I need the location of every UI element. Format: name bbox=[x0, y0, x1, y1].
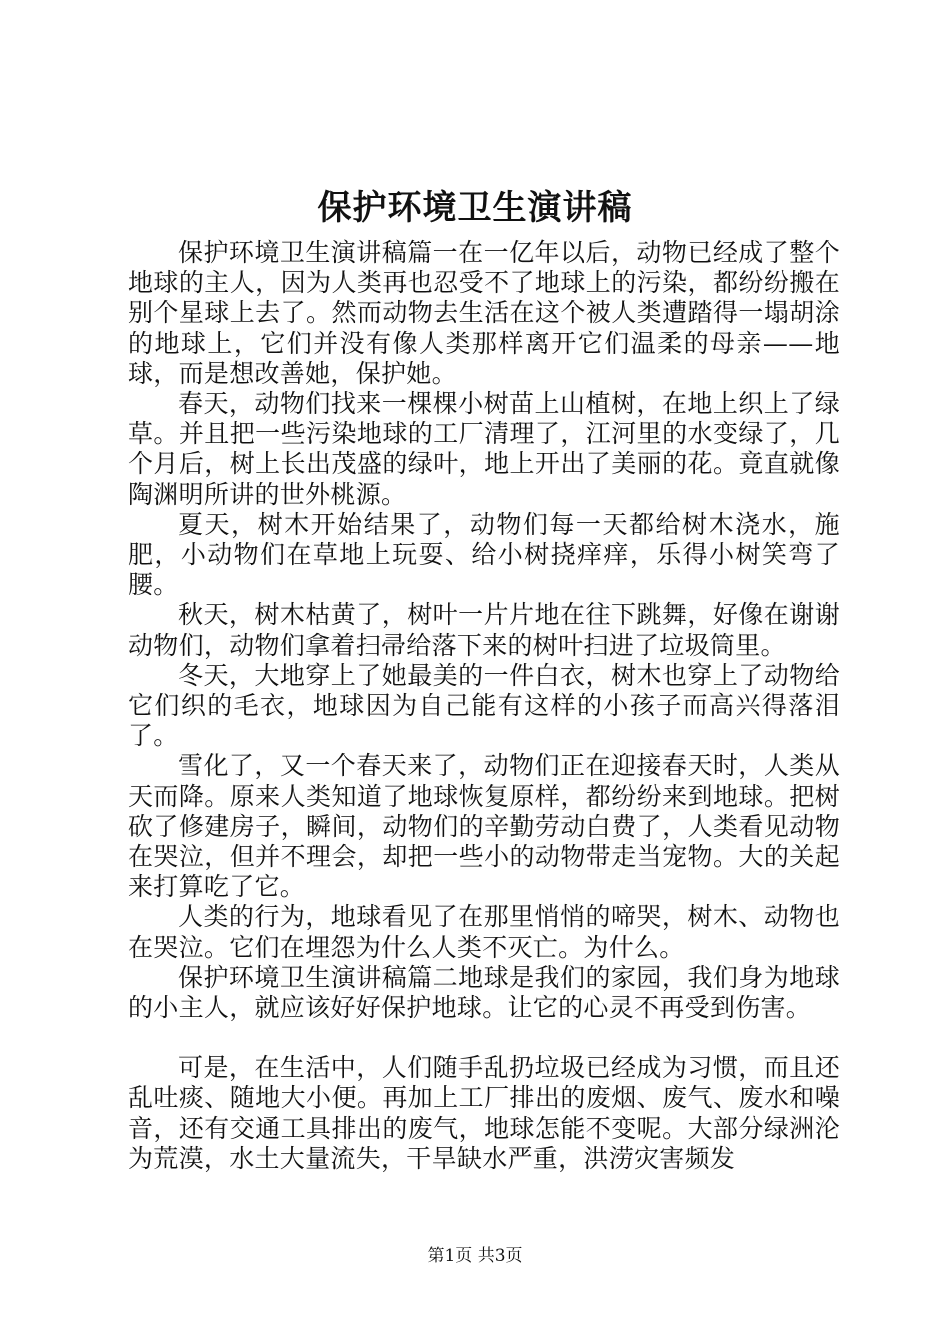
paragraph: 雪化了，又一个春天来了，动物们正在迎接春天时，人类从天而降。原来人类知道了地球恢复原样，都纷纷来到地球。把树砍了修建房子，瞬间，动物们的辛勤劳动白费了，人类看见动物在哭泣，但并不理会，却把一些小的动物带走当宠物。大的关起来打算吃了它。 bbox=[128, 751, 840, 902]
document-body bbox=[128, 238, 840, 1174]
paragraph: 人类的行为，地球看见了在那里悄悄的啼哭，树木、动物也在哭泣。它们在埋怨为什么人类不灭亡。为什么。 bbox=[128, 902, 840, 962]
paragraph: 秋天，树木枯黄了，树叶一片片地在往下跳舞，好像在谢谢动物们，动物们拿着扫帚给落下来的树叶扫进了垃圾筒里。 bbox=[128, 600, 840, 660]
paragraph: 保护环境卫生演讲稿篇二地球是我们的家园，我们身为地球的小主人，就应该好好保护地球。让它的心灵不再受到伤害。 bbox=[128, 962, 840, 1023]
paragraph: 夏天，树木开始结果了，动物们每一天都给树木浇水，施肥，小动物们在草地上玩耍、给小树挠痒痒，乐得小树笑弯了腰。 bbox=[128, 509, 840, 600]
paragraph: 冬天，大地穿上了她最美的一件白衣，树木也穿上了动物给它们织的毛衣，地球因为自己能有这样的小孩子而高兴得落泪了。 bbox=[128, 660, 840, 751]
paragraph: 春天，动物们找来一棵棵小树苗上山植树，在地上织上了绿草。并且把一些污染地球的工厂清理了，江河里的水变绿了，几个月后，树上长出茂盛的绿叶，地上开出了美丽的花。竟直就像陶渊明所讲的世外桃源。 bbox=[128, 389, 840, 509]
document-title: 保护环境卫生演讲稿 bbox=[317, 188, 633, 228]
paragraph: 保护环境卫生演讲稿篇一在一亿年以后，动物已经成了整个地球的主人，因为人类再也忍受不了地球上的污染，都纷纷搬在别个星球上去了。然而动物去生活在这个被人类遭踏得一塌胡涂的地球上，它们并没有像人类那样离开它们温柔的母亲——地球，而是想改善她，保护她。 bbox=[128, 238, 840, 388]
page-number-footer: 第1页 共3页 bbox=[427, 1246, 523, 1266]
paragraph: 可是，在生活中，人们随手乱扔垃圾已经成为习惯，而且还乱吐痰、随地大小便。再加上工厂排出的废烟、废气、废水和噪音，还有交通工具排出的废气，地球怎能不变呢。大部分绿洲沦为荒漠，水土大量流失，干旱缺水严重，洪涝灾害频发 bbox=[128, 1053, 840, 1173]
